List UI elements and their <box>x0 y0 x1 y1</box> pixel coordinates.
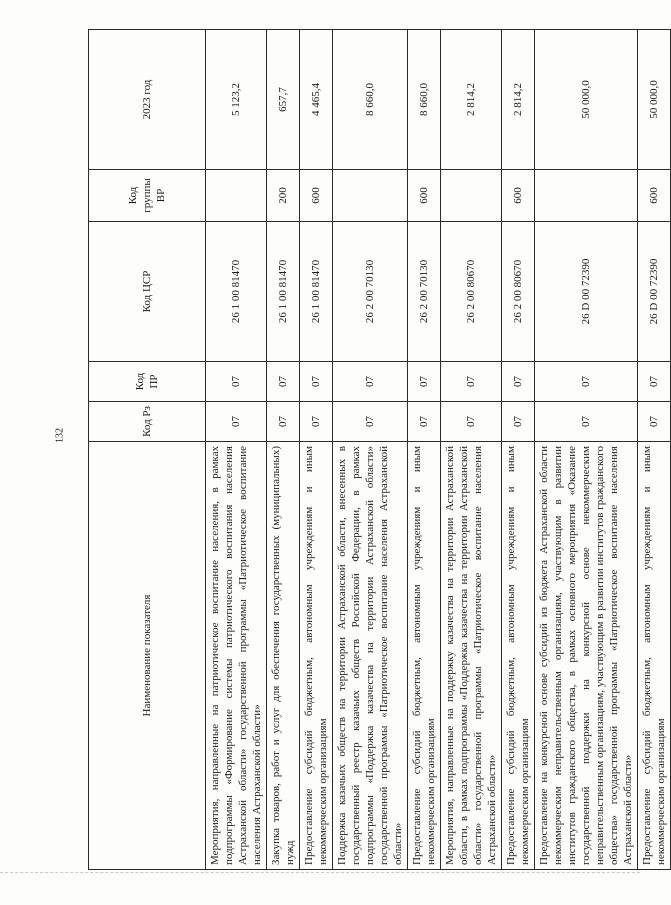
header-vr-group-code: Код группы ВР <box>89 170 206 222</box>
row-csr: 26 2 00 70130 <box>408 222 441 362</box>
row-rz: 07 <box>638 402 671 442</box>
row-vr <box>206 170 267 222</box>
row-name: Закупка товаров, работ и услуг для обеспечения государственных (муниципальных) нужд <box>267 442 300 870</box>
row-name: Мероприятия, направленные на патриотическое воспитание населения, в рамках подпрограммы «Формирование системы патриотического воспитания населения Астраханской области» государственной программы «Патриотическое воспитание населения Астраханской области» <box>206 442 267 870</box>
row-rz: 07 <box>441 402 502 442</box>
table-row <box>408 30 441 870</box>
table-row <box>535 30 638 870</box>
scan-artifact-line <box>0 872 640 874</box>
row-rz: 07 <box>535 402 638 442</box>
header-rz-code: Код Рз <box>89 402 206 442</box>
row-vr: 200 <box>267 170 300 222</box>
row-vr <box>441 170 502 222</box>
row-rz: 07 <box>502 402 535 442</box>
row-name: Предоставление на конкурсной основе субсидий из бюджета Астраханской области некоммерческим неправительственным организациям, участвующим в развитии институтов гражданского общества, в рамках основного мероприятия «Оказание государственной поддержки на конкурсной основе некоммерческим неправительственным организациям, участвующим в развитии институтов гражданского общества» государственной программы «Патриотическое воспитание населения Астраханской области» <box>535 442 638 870</box>
table-row <box>333 30 408 870</box>
row-name: Предоставление субсидий бюджетным, автономным учреждениям и иным некоммерческим организациям <box>300 442 333 870</box>
row-value: 5 123,2 <box>206 30 267 170</box>
row-pr: 07 <box>638 362 671 402</box>
row-vr: 600 <box>300 170 333 222</box>
table-row <box>502 30 535 870</box>
row-csr: 26 2 00 80670 <box>441 222 502 362</box>
row-csr: 26 D 00 72390 <box>638 222 671 362</box>
header-csr-code: Код ЦСР <box>89 222 206 362</box>
budget-table <box>88 29 671 870</box>
table-row <box>638 30 671 870</box>
row-value: 8 660,0 <box>333 30 408 170</box>
header-pr-code: Код ПР <box>89 362 206 402</box>
row-name: Мероприятия, направленные на поддержку казачества на территории Астраханской области, в рамках подпрограммы «Поддержка казачества на территории Астраханской области» государственной программы «Патриотическое воспитание населения Астраханской области» <box>441 442 502 870</box>
row-csr: 26 1 00 81470 <box>300 222 333 362</box>
row-pr: 07 <box>502 362 535 402</box>
row-pr: 07 <box>333 362 408 402</box>
row-vr <box>333 170 408 222</box>
table-header-row <box>89 30 206 870</box>
row-vr <box>535 170 638 222</box>
header-indicator-name: Наименование показателя <box>89 442 206 870</box>
header-year-2023: 2023 год <box>89 30 206 170</box>
row-pr: 07 <box>408 362 441 402</box>
table-row <box>300 30 333 870</box>
row-rz: 07 <box>408 402 441 442</box>
row-value: 4 465,4 <box>300 30 333 170</box>
row-value: 2 814,2 <box>441 30 502 170</box>
row-pr: 07 <box>441 362 502 402</box>
row-csr: 26 1 00 81470 <box>267 222 300 362</box>
row-rz: 07 <box>267 402 300 442</box>
row-rz: 07 <box>300 402 333 442</box>
row-name: Предоставление субсидий бюджетным, автономным учреждениям и иным некоммерческим организациям <box>502 442 535 870</box>
row-pr: 07 <box>206 362 267 402</box>
row-csr: 26 1 00 81470 <box>206 222 267 362</box>
row-vr: 600 <box>638 170 671 222</box>
table-row <box>206 30 267 870</box>
row-csr: 26 2 00 80670 <box>502 222 535 362</box>
row-vr: 600 <box>408 170 441 222</box>
table-row <box>267 30 300 870</box>
page-number: 132 <box>54 428 66 443</box>
table-row <box>441 30 502 870</box>
row-value: 8 660,0 <box>408 30 441 170</box>
row-pr: 07 <box>535 362 638 402</box>
row-csr: 26 2 00 70130 <box>333 222 408 362</box>
row-value: 2 814,2 <box>502 30 535 170</box>
row-value: 50 000,0 <box>638 30 671 170</box>
row-name: Поддержка казачьих обществ на территории Астраханской области, внесенных в государственный реестр казачьих обществ Российской Федерации, в рамках подпрограммы «Поддержка казачества на территории Астраханской области» государственной программы «Патриотическое воспитание населения Астраханской области» <box>333 442 408 870</box>
row-value: 657,7 <box>267 30 300 170</box>
row-name: Предоставление субсидий бюджетным, автономным учреждениям и иным некоммерческим организациям <box>408 442 441 870</box>
row-rz: 07 <box>333 402 408 442</box>
row-rz: 07 <box>206 402 267 442</box>
row-csr: 26 D 00 72390 <box>535 222 638 362</box>
budget-table-container <box>88 30 667 870</box>
row-vr: 600 <box>502 170 535 222</box>
row-pr: 07 <box>267 362 300 402</box>
row-pr: 07 <box>300 362 333 402</box>
row-value: 50 000,0 <box>535 30 638 170</box>
row-name: Предоставление субсидий бюджетным, автономным учреждениям и иным некоммерческим организациям <box>638 442 671 870</box>
